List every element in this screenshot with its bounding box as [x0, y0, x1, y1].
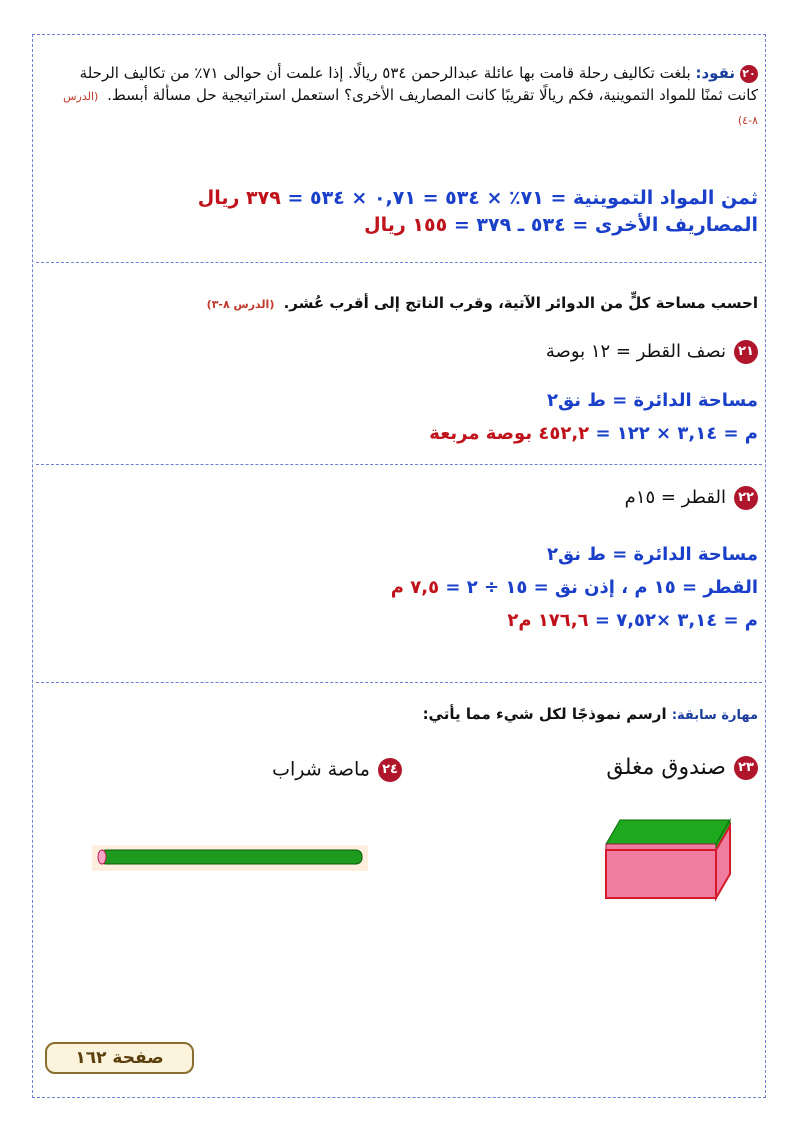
answer-calc [38, 417, 758, 450]
radius-line-label: القطر = ١٥ م ، إذن نق = ١٥ ÷ ٢ = [439, 577, 758, 598]
answer-21 [38, 384, 758, 450]
divider [36, 262, 762, 263]
area-line-label: م = ٣,١٤ ×٧,٥٢ = [588, 610, 758, 631]
question-24 [272, 758, 402, 782]
question-23 [606, 755, 758, 780]
answer-line-1-value: ٣٧٩ ريال [197, 187, 281, 209]
radius-line-value: ٧,٥ م [390, 577, 440, 598]
question-text: نصف القطر = ١٢ بوصة [545, 341, 726, 362]
page-number: صفحة ١٦٢ [45, 1042, 194, 1074]
answer-line-2-label: المصاريف الأخرى = ٥٣٤ ـ ٣٧٩ = [447, 214, 758, 236]
answer-line-2-value: ١٥٥ ريال [364, 214, 448, 236]
straw-drawing [92, 845, 368, 871]
answer-22 [38, 538, 758, 637]
area-formula: مساحة الدائرة = ط نق٢ [546, 390, 758, 411]
skill-text: ارسم نموذجًا لكل شيء مما يأتي: [422, 705, 672, 723]
answer-calc-value: ٤٥٢,٢ بوصة مربعة [429, 423, 590, 444]
section-intro-text: احسب مساحة كلٍّ من الدوائر الآتية، وقرب الناتج إلى أقرب عُشر. [283, 294, 758, 312]
section-intro [38, 294, 758, 312]
answer-20 [38, 185, 758, 239]
question-22 [625, 486, 758, 510]
area-line-value: ١٧٦,٦ م٢ [507, 610, 589, 631]
answer-line-1 [38, 185, 758, 212]
lesson-reference: (الدرس ٨-٣) [206, 298, 275, 311]
question-keyword: نقود: [695, 64, 735, 82]
previous-skill [423, 705, 758, 723]
question-number-badge: ٢٠ [740, 65, 758, 83]
skill-tag: مهارة سابقة: [671, 708, 758, 723]
question-number-badge: ٢٣ [734, 756, 758, 780]
question-number-badge: ٢٤ [378, 758, 402, 782]
question-20 [48, 62, 758, 132]
closed-box-drawing [598, 812, 738, 908]
answer-line-2 [38, 212, 758, 239]
question-text: بلغت تكاليف رحلة قامت بها عائلة عبدالرحمن ٥٣٤ ريالًا. إذا علمت أن حوالى ٧١٪ من تكاليف الرحلة كانت ثمنًا للمواد التموينية، فكم ريالًا تقريبًا كانت المصاريف الأخرى؟ استعمل استراتيجية حل مسألة أبسط. [79, 64, 758, 104]
area-formula: مساحة الدائرة = ط نق٢ [546, 544, 758, 565]
answer-calc-label: م = ٣,١٤ × ١٢٢ = [589, 423, 758, 444]
divider [36, 464, 762, 465]
question-text: صندوق مغلق [606, 755, 726, 780]
answer-line-1-label: ثمن المواد التموينية = ٧١٪ × ٥٣٤ = ٠,٧١ × ٥٣٤ = [280, 187, 758, 209]
radius-line [38, 571, 758, 604]
lesson-reference: (الدرس ٨-٤) [63, 90, 758, 127]
area-line [38, 604, 758, 637]
question-text: ماصة شراب [272, 758, 370, 781]
divider [36, 682, 762, 683]
question-21 [546, 340, 758, 364]
question-number-badge: ٢٢ [734, 486, 758, 510]
question-number-badge: ٢١ [734, 340, 758, 364]
question-text: القطر = ١٥م [624, 487, 726, 508]
